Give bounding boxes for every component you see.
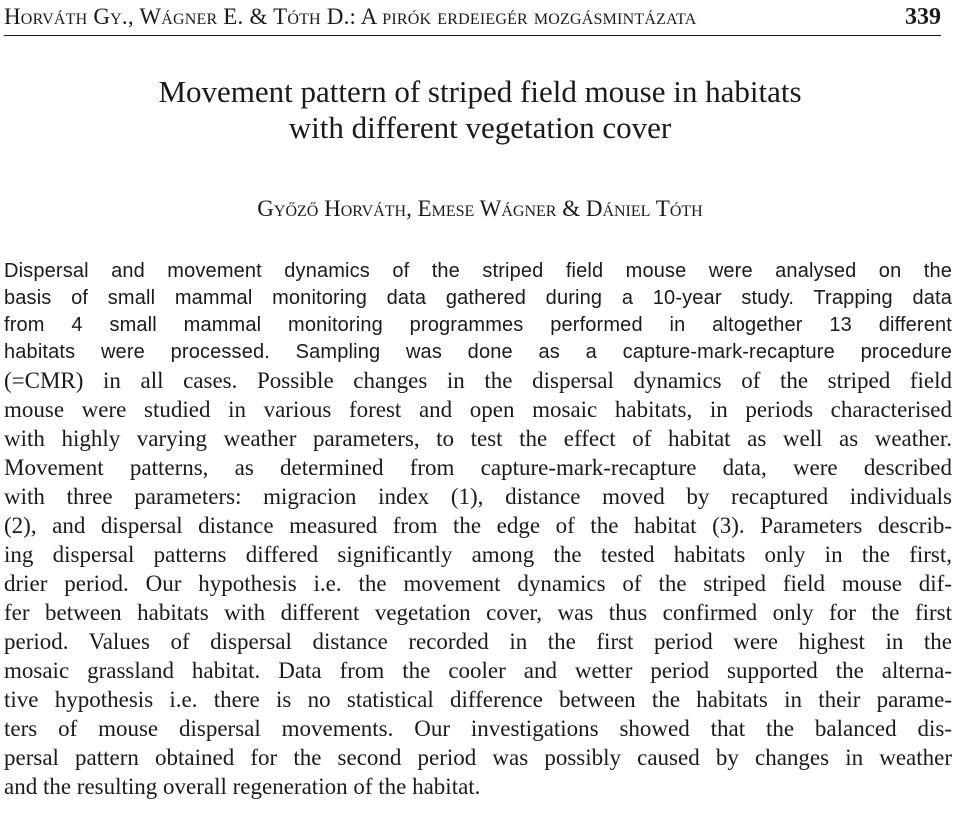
abstract-line: habitats were processed. Sampling was done as a capture-mark-recapture procedure — [4, 341, 952, 363]
title-line-2: with different vegetation cover — [288, 110, 672, 145]
abstract-line: Dispersal and movement dynamics of the striped field mouse were analysed on the — [4, 260, 952, 282]
title-line-1: Movement pattern of striped field mouse in habitats — [158, 74, 802, 109]
abstract-line: (=CMR) in all cases. Possible changes in the dispersal dynamics of the striped field — [4, 368, 952, 393]
abstract-line: with highly varying weather parameters, to test the effect of habitat as well as weather. — [4, 426, 952, 451]
abstract-line: and the resulting overall regeneration of the habitat. — [4, 774, 481, 799]
abstract-line: ters of mouse dispersal movements. Our investigations showed that the balanced dis- — [4, 716, 952, 741]
abstract-line: basis of small mammal monitoring data gathered during a 10-year study. Trapping data — [4, 287, 952, 309]
abstract-line: drier period. Our hypothesis i.e. the movement dynamics of the striped field mouse dif- — [4, 571, 952, 596]
abstract-line: mosaic grassland habitat. Data from the cooler and wetter period supported the alterna- — [4, 658, 952, 683]
article-title — [0, 74, 960, 146]
abstract-line: from 4 small mammal monitoring programmes performed in altogether 13 different — [4, 314, 952, 336]
abstract-line: persal pattern obtained for the second period was possibly caused by changes in weather — [4, 745, 952, 770]
abstract-line: (2), and dispersal distance measured from the edge of the habitat (3). Parameters describ- — [4, 513, 952, 538]
abstract-line: mouse were studied in various forest and open mosaic habitats, in periods characterised — [4, 397, 952, 422]
abstract-line: with three parameters: migracion index (1), distance moved by recaptured individuals — [4, 484, 952, 509]
abstract — [4, 258, 952, 801]
abstract-line: fer between habitats with different vegetation cover, was thus confirmed only for the first — [4, 600, 952, 625]
abstract-line: period. Values of dispersal distance recorded in the first period were highest in the — [4, 629, 952, 654]
running-head — [4, 2, 941, 32]
running-head-text: Horváth Gy., Wágner E. & Tóth D.: A pirók erdeiegér mozgásmintázata — [4, 4, 697, 29]
abstract-line: ing dispersal patterns differed significantly among the tested habitats only in the first, — [4, 542, 952, 567]
abstract-line: tive hypothesis i.e. there is no statistical difference between the habitats in their parame- — [4, 687, 952, 712]
author-list: Győző Horváth, Emese Wágner & Dániel Tóth — [257, 196, 703, 221]
header-rule — [4, 35, 941, 36]
page-number: 339 — [905, 4, 941, 30]
abstract-line: Movement patterns, as determined from capture-mark-recapture data, were described — [4, 455, 952, 480]
